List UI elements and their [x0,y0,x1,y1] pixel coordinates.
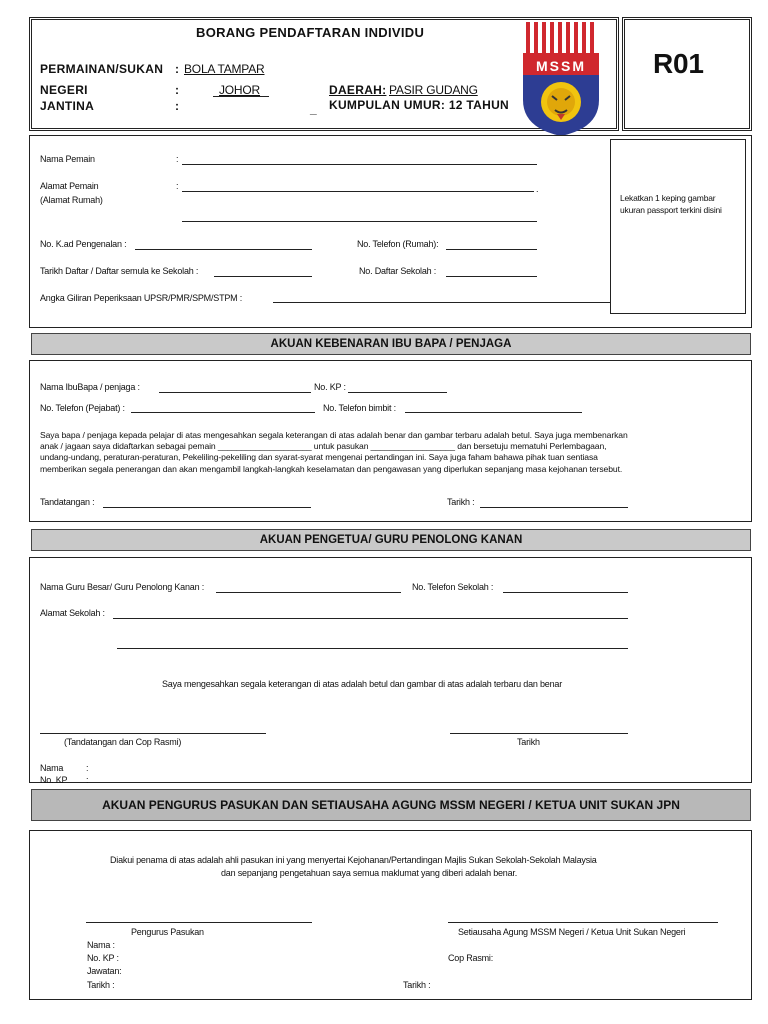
mssm-shield-icon [521,20,601,138]
principal-confirm-text: Saya mengesahkan segala keterangan di atas adalah betul dan gambar di atas adalah terbaru dan benar [162,679,563,689]
district-label-text: DAERAH: [329,83,387,97]
principal-name-input[interactable] [216,592,401,593]
district-label [329,83,386,97]
secretary-stamp-field: Cop Rasmi: [448,953,494,963]
secretary-date-field: Tarikh : [403,980,431,990]
manager-kp-field: No. KP : [87,953,119,963]
principal-kp-field-colon: : [86,775,89,783]
office-phone-label: No. Telefon (Pejabat) : [40,403,125,413]
state-underline [213,96,269,97]
player-name-input[interactable] [182,164,537,165]
manager-declaration-line-2: dan sepanjang pengetahuan saya semua maklumat yang diberi adalah benar. [221,868,518,878]
secretary-caption: Setiausaha Agung MSSM Negeri / Ketua Unit Sukan Negeri [458,927,686,937]
ic-input[interactable] [135,249,312,250]
state-label: NEGERI [40,83,88,97]
parent-date-input[interactable] [480,507,628,508]
secretary-sign-input[interactable] [448,922,718,923]
school-address-input-2[interactable] [117,648,628,649]
parent-kp-label: No. KP : [314,382,346,392]
principal-kp-field: No. KP [40,775,68,783]
parent-declaration-line-2: anak / jagaan saya didaftarkan sebagai pemain ____________________ untuk pasukan __________________ dan bersetuju mematuhi Perlembagaan, [40,441,607,451]
parent-kp-input[interactable] [348,392,447,393]
principal-date-input[interactable] [450,733,628,734]
sport-value [184,62,265,76]
manager-post-field: Jawatan: [87,966,122,976]
phone-home-label: No. Telefon (Rumah): [357,239,439,249]
parent-name-label: Nama IbuBapa / penjaga : [40,382,140,392]
parent-name-input[interactable] [159,392,311,393]
form-title: BORANG PENDAFTARAN INDIVIDU [196,25,425,40]
player-address-input-2[interactable] [182,221,537,222]
manager-section-bar: AKUAN PENGURUS PASUKAN DAN SETIAUSAHA AGUNG MSSM NEGERI / KETUA UNIT SUKAN JPN [31,789,751,821]
parent-declaration-line-3: undang-undang, peraturan-peraturan, Pekeliling-pekeliling dan syarat-syarat mengenai pertandingan ini. Saya juga faham bahawa pihak tuan sentiasa [40,452,598,462]
state-colon: : [175,83,180,97]
player-address-dot: . [536,184,539,194]
district-value-text: PASIR GUDANG [389,83,478,97]
phone-home-input[interactable] [446,249,537,250]
sport-colon: : [175,62,180,76]
school-reg-input[interactable] [446,276,537,277]
principal-name-field-colon: : [86,763,89,773]
school-address-label: Alamat Sekolah : [40,608,105,618]
principal-kp-clip [40,775,160,783]
school-reg-label: No. Daftar Sekolah : [359,266,437,276]
principal-name-field: Nama [40,763,64,773]
gender-label: JANTINA [40,99,95,113]
manager-sign-input[interactable] [86,922,312,923]
exam-input[interactable] [273,302,610,303]
school-phone-label: No. Telefon Sekolah : [412,582,494,592]
parent-declaration-line-4: memberikan segala penerangan dan akan mengambil langkah-langkah keselamatan dan pengawasan yang diperlukan sepanjang masa kejohanan tersebut. [40,464,623,474]
reg-date-label: Tarikh Daftar / Daftar semula ke Sekolah : [40,266,199,276]
manager-declaration-line-1: Diakui penama di atas adalah ahli pasukan ini yang menyertai Kejohanan/Pertandingan Majlis Sukan Sekolah-Sekolah Malaysia [110,855,597,865]
principal-name-label: Nama Guru Besar/ Guru Penolong Kanan : [40,582,204,592]
parent-sign-input[interactable] [103,507,311,508]
mssm-logo [521,20,601,138]
svg-text:MSSM: MSSM [536,58,586,74]
district-value [389,83,478,97]
player-address-input-1[interactable] [182,191,534,192]
gender-underscore: _ [310,102,317,116]
ic-label: No. K.ad Pengenalan : [40,239,127,249]
mobile-input[interactable] [405,412,582,413]
parent-sign-label: Tandatangan : [40,497,95,507]
sport-label: PERMAINAN/SUKAN [40,62,164,76]
school-phone-input[interactable] [503,592,628,593]
player-address-label: Alamat Pemain [40,181,99,191]
agegroup-text: KUMPULAN UMUR: 12 TAHUN [329,98,510,112]
player-name-colon: : [176,154,179,164]
exam-label: Angka Giliran Peperiksaan UPSR/PMR/SPM/STPM : [40,293,243,303]
state-value [219,83,260,97]
photo-note: Lekatkan 1 keping gambar ukuran passport terkini disini [620,193,722,215]
school-address-input-1[interactable] [113,618,628,619]
principal-section-bar: AKUAN PENGETUA/ GURU PENOLONG KANAN [31,529,751,551]
form-code: R01 [653,48,704,79]
gender-colon: : [175,99,180,113]
principal-sign-input[interactable] [40,733,266,734]
office-phone-input[interactable] [131,412,315,413]
state-value-text: JOHOR [219,83,261,97]
principal-date-caption: Tarikh [517,737,540,747]
parent-section-bar: AKUAN KEBENARAN IBU BAPA / PENJAGA [31,333,751,355]
reg-date-input[interactable] [214,276,312,277]
parent-date-label: Tarikh : [447,497,475,507]
parent-declaration-line-1: Saya bapa / penjaga kepada pelajar di atas mengesahkan segala keterangan di atas adalah benar dan gambar terbaru adalah betul. Saya juga membenarkan [40,430,628,440]
player-address-sub: (Alamat Rumah) [40,195,103,205]
manager-name-field: Nama : [87,940,115,950]
sport-value-text: BOLA TAMPAR [184,62,265,76]
manager-date-field: Tarikh : [87,980,115,990]
mobile-label: No. Telefon bimbit : [323,403,396,413]
player-address-colon: : [176,181,179,191]
manager-caption: Pengurus Pasukan [131,927,204,937]
photo-box [610,139,746,314]
player-name-label: Nama Pemain [40,154,95,164]
principal-sign-caption: (Tandatangan dan Cop Rasmi) [64,737,182,747]
